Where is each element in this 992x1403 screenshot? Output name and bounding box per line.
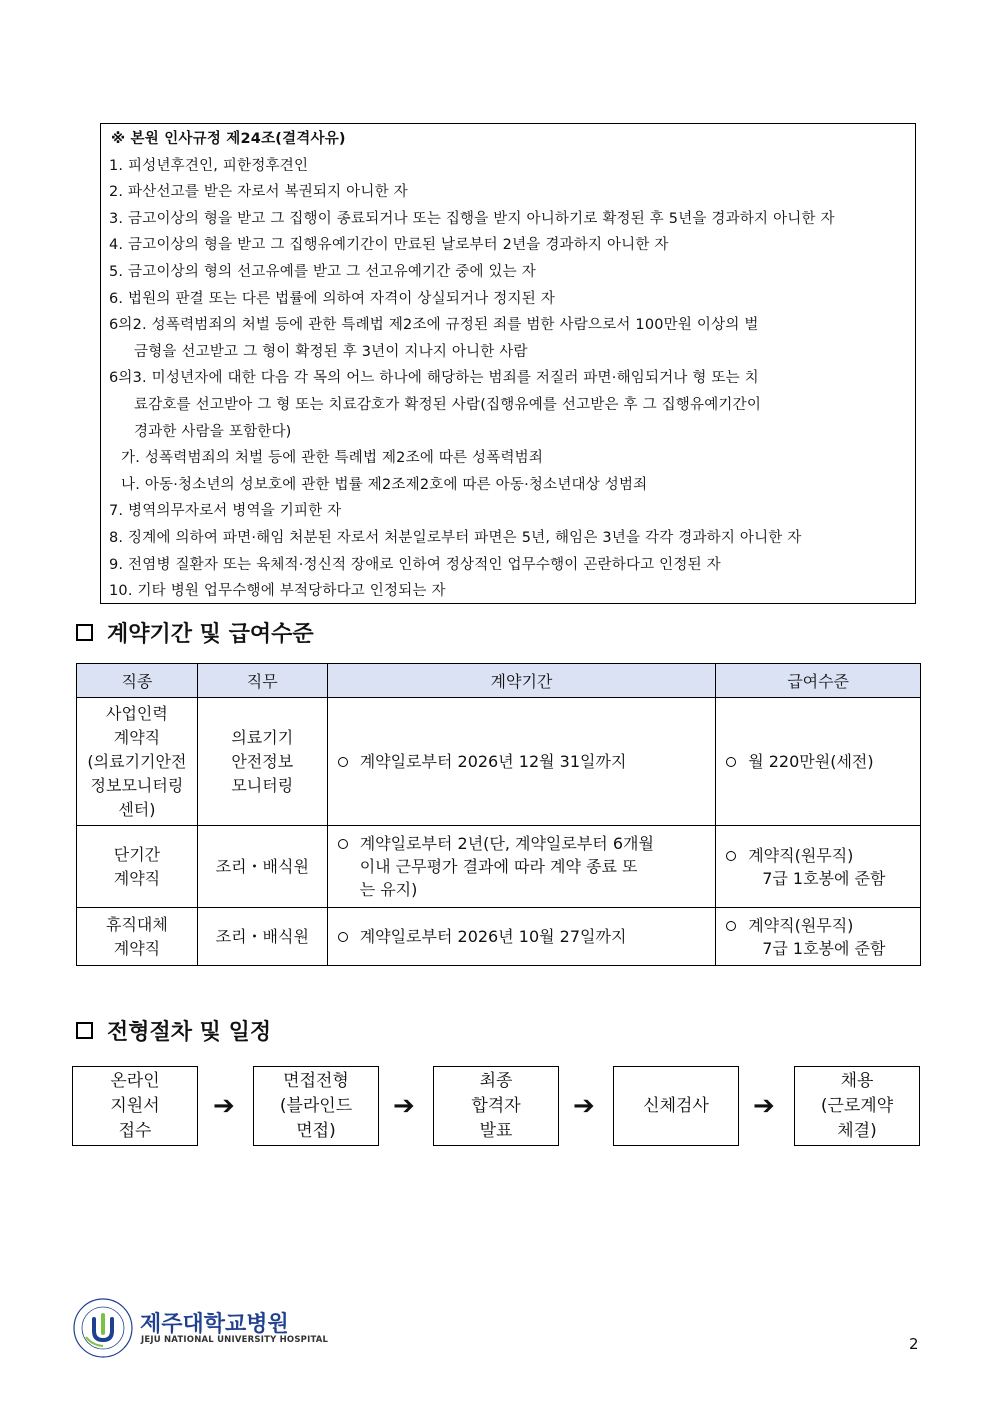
rule-item: 3. 금고이상의 형을 받고 그 집행이 종료되거나 또는 집행을 받지 아니하기로 확정된 후 5년을 경과하지 아니한 자 <box>109 210 835 227</box>
cell-salary: 월 220만원(세전) <box>716 698 921 826</box>
table-row <box>77 698 921 826</box>
circle-bullet-icon <box>338 757 348 767</box>
cell-period: 계약일로부터 2026년 12월 31일까지 <box>327 698 716 826</box>
procedure-flow <box>72 1066 921 1146</box>
flow-step-interview: 면접전형 (블라인드 면접) <box>253 1066 379 1146</box>
table-header-row <box>77 664 921 698</box>
header-salary: 급여수준 <box>716 664 921 698</box>
rule-item: 10. 기타 병원 업무수행에 부적당하다고 인정되는 자 <box>109 583 446 600</box>
rule-item: 6의2. 성폭력범죄의 처벌 등에 관한 특례법 제2조에 규정된 죄를 범한 사람으로서 100만원 이상의 벌 <box>109 317 759 334</box>
checkbox-square-icon <box>76 624 93 641</box>
section-title-text: 계약기간 및 급여수준 <box>107 622 314 647</box>
cell-period: 계약일로부터 2026년 10월 27일까지 <box>327 908 716 966</box>
flow-step-medical-check: 신체검사 <box>613 1066 739 1146</box>
cell-period: 계약일로부터 2년(단, 계약일로부터 6개월 이내 근무평가 결과에 따라 계약 종료 또 는 유지) <box>327 826 716 908</box>
cell-duty: 조리・배식원 <box>197 826 327 908</box>
cell-salary: 계약직(원무직) 7급 1호봉에 준함 <box>716 908 921 966</box>
hospital-name-english: JEJU NATIONAL UNIVERSITY HOSPITAL <box>141 1335 329 1345</box>
rule-item: 5. 금고이상의 형의 선고유예를 받고 그 선고유예기간 중에 있는 자 <box>109 263 536 280</box>
flow-step-apply: 온라인 지원서 접수 <box>72 1066 198 1146</box>
rule-item-continued: 경과한 사람을 포함한다) <box>134 423 292 440</box>
contract-salary-table <box>76 663 921 966</box>
section-procedure-title <box>76 1015 271 1046</box>
flow-step-final-announcement: 최종 합격자 발표 <box>433 1066 559 1146</box>
circle-bullet-icon <box>726 851 736 861</box>
table-row <box>77 908 921 966</box>
arrow-right-icon: ➔ <box>753 1091 775 1121</box>
rule-item: 4. 금고이상의 형을 받고 그 집행유예기간이 만료된 날로부터 2년을 경과하지 아니한 자 <box>109 237 669 254</box>
cell-salary: 계약직(원무직) 7급 1호봉에 준함 <box>716 826 921 908</box>
circle-bullet-icon <box>338 932 348 942</box>
rule-item: 9. 전염병 질환자 또는 육체적·정신적 장애로 인하여 정상적인 업무수행이 곤란하다고 인정된 자 <box>109 556 721 573</box>
rule-item: 2. 파산선고를 받은 자로서 복권되지 아니한 자 <box>109 184 408 201</box>
hospital-logo <box>72 1297 329 1361</box>
hospital-name: 제주대학교병원 <box>140 1312 289 1337</box>
cell-job-type: 휴직대체 계약직 <box>77 908 198 966</box>
arrow-right-icon: ➔ <box>573 1091 595 1121</box>
cell-duty: 의료기기 안전정보 모니터링 <box>197 698 327 826</box>
rule-item: 1. 피성년후견인, 피한정후견인 <box>109 157 309 174</box>
header-period: 계약기간 <box>327 664 716 698</box>
checkbox-square-icon <box>76 1022 93 1039</box>
arrow-right-icon: ➔ <box>213 1091 235 1121</box>
section-contract-title <box>76 617 314 648</box>
rule-item: 7. 병역의무자로서 병역을 기피한 자 <box>109 503 342 520</box>
header-duty: 직무 <box>197 664 327 698</box>
table-row <box>77 826 921 908</box>
page-number: 2 <box>909 1335 919 1353</box>
arrow-right-icon: ➔ <box>393 1091 415 1121</box>
cell-duty: 조리・배식원 <box>197 908 327 966</box>
flow-step-hiring: 채용 (근로계약 체결) <box>794 1066 920 1146</box>
cell-job-type: 단기간 계약직 <box>77 826 198 908</box>
rule-item: 6의3. 미성년자에 대한 다음 각 목의 어느 하나에 해당하는 범죄를 저질러 파면·해임되거나 형 또는 치 <box>109 370 759 387</box>
rules-heading: ※ 본원 인사규정 제24조(결격사유) <box>111 131 346 147</box>
disqualification-rules-box <box>100 123 916 604</box>
rule-item-continued: 료감호를 선고받아 그 형 또는 치료감호가 확정된 사람(집행유예를 선고받은 후 그 집행유예기간이 <box>134 396 762 413</box>
circle-bullet-icon <box>726 921 736 931</box>
rule-item: 8. 징계에 의하여 파면·해임 처분된 자로서 처분일로부터 파면은 5년, 해임은 3년을 각각 경과하지 아니한 자 <box>109 529 802 546</box>
circle-bullet-icon <box>338 839 348 849</box>
hospital-seal-icon <box>72 1297 134 1359</box>
section-title-text: 전형절차 및 일정 <box>107 1020 272 1045</box>
header-job-type: 직종 <box>77 664 198 698</box>
cell-job-type: 사업인력 계약직 (의료기기안전 정보모니터링 센터) <box>77 698 198 826</box>
circle-bullet-icon <box>726 757 736 767</box>
rule-sub-item: 가. 성폭력범죄의 처벌 등에 관한 특례법 제2조에 따른 성폭력범죄 <box>121 450 544 467</box>
rule-item-continued: 금형을 선고받고 그 형이 확정된 후 3년이 지나지 아니한 사람 <box>134 343 528 360</box>
rule-sub-item: 나. 아동·청소년의 성보호에 관한 법률 제2조제2호에 따른 아동·청소년대상 성범죄 <box>121 476 648 493</box>
rule-item: 6. 법원의 판결 또는 다른 법률에 의하여 자격이 상실되거나 정지된 자 <box>109 290 555 307</box>
